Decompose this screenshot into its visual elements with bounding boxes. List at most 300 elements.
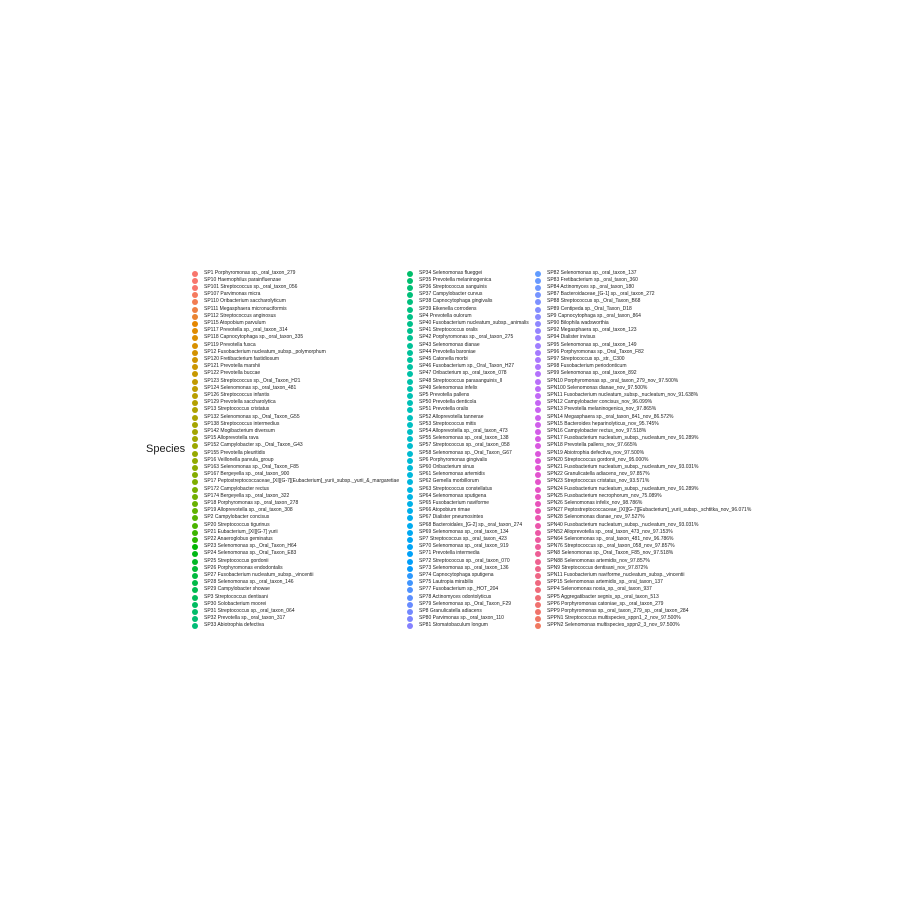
legend-label: SP101 Streptococcus sp._oral_taxon_056 xyxy=(204,283,298,290)
legend-label: SPPN1 Streptococcus multispecies_sppn1_2_nov_97.500% xyxy=(547,615,681,622)
legend-label: SP3 Streptococcus dentisani xyxy=(204,593,268,600)
legend-label: SP172 Campylobacter rectus xyxy=(204,485,270,492)
legend-label: SP15 Alloprevotella rava xyxy=(204,435,259,442)
legend-key-dot xyxy=(192,515,198,521)
legend-key-dot xyxy=(192,616,198,622)
legend-label: SP110 Oribacterium saccharolyticum xyxy=(204,298,286,305)
legend-label: SP16 Veillonella parvula_group xyxy=(204,456,274,463)
legend-key-dot xyxy=(407,465,413,471)
legend-key-dot xyxy=(192,393,198,399)
legend-key-dot xyxy=(192,494,198,500)
legend-key-dot xyxy=(192,451,198,457)
legend-key-dot xyxy=(407,537,413,543)
legend-key-dot xyxy=(192,602,198,608)
legend-key-dot xyxy=(407,307,413,313)
legend-key-dot xyxy=(192,465,198,471)
legend-label: SP87 Bacteroidaceae_[G-1] sp._oral_taxon_272 xyxy=(547,291,655,298)
legend-label: SP4 Prevotella oulorum xyxy=(419,312,472,319)
legend-key-dot xyxy=(192,285,198,291)
legend-label: SPPN2 Selenomonas multispecies_sppn2_3_nov_97.500% xyxy=(547,622,680,629)
legend-key-dot xyxy=(407,429,413,435)
legend-key-dot xyxy=(407,350,413,356)
legend-label: SPN16 Campylobacter rectus_nov_97.518% xyxy=(547,427,647,434)
legend-key-dot xyxy=(407,515,413,521)
legend-key-dot xyxy=(535,602,541,608)
legend-label: SP115 Atopobium parvulum xyxy=(204,319,266,326)
legend-key-dot xyxy=(535,422,541,428)
legend-key-dot xyxy=(192,415,198,421)
legend-key-dot xyxy=(535,307,541,313)
legend-label: SP80 Parvimonas sp._oral_taxon_110 xyxy=(419,615,504,622)
legend-label: SP79 Selenomonas sp._Oral_Taxon_F29 xyxy=(419,600,512,607)
legend-label: SPN24 Fusobacterium nucleatum_subsp._nucleatum_nov_91.289% xyxy=(547,485,699,492)
legend-key-dot xyxy=(535,508,541,514)
legend-label: SPN11 Fusobacterium naviforme_nucleatum_subsp._vincentii xyxy=(547,571,685,578)
legend-label: SP27 Fusobacterium nucleatum_subsp._vincentii xyxy=(204,571,314,578)
legend-key-dot xyxy=(535,523,541,529)
legend-label: SP9 Capnocytophaga sp._oral_taxon_864 xyxy=(547,312,641,319)
legend-label: SP8 Granulicatella adiacens xyxy=(419,607,482,614)
legend-label: SP42 Porphyromonas sp._oral_taxon_275 xyxy=(419,334,514,341)
legend-key-dot xyxy=(192,271,198,277)
legend-label: SPN23 Streptococcus cristatus_nov_93.571% xyxy=(547,478,650,485)
legend-key-dot xyxy=(535,587,541,593)
legend-label: SP13 Streptococcus cristatus xyxy=(204,406,270,413)
legend-label: SP47 Oribacterium sp._oral_taxon_078 xyxy=(419,370,507,377)
legend-key-dot xyxy=(535,479,541,485)
legend-label: SP124 Selenomonas sp._oral_taxon_481 xyxy=(204,384,297,391)
legend-key-dot xyxy=(535,530,541,536)
legend-label: SP69 Selenomonas sp._oral_taxon_134 xyxy=(419,528,509,535)
legend-label: SP57 Streptococcus sp._oral_taxon_058 xyxy=(419,442,510,449)
legend-key-dot xyxy=(407,422,413,428)
legend-key-dot xyxy=(407,443,413,449)
legend-key-dot xyxy=(192,487,198,493)
legend-label: SP77 Fusobacterium sp._HOT_204 xyxy=(419,586,499,593)
legend-key-dot xyxy=(407,292,413,298)
legend-label: SP44 Prevotella baroniae xyxy=(419,348,476,355)
legend-key-dot xyxy=(535,393,541,399)
legend-label: SP155 Prevotella pleuritidis xyxy=(204,449,266,456)
legend-key-dot xyxy=(407,566,413,572)
legend-key-dot xyxy=(192,530,198,536)
legend-key-dot xyxy=(192,400,198,406)
legend-key-dot xyxy=(192,328,198,334)
legend-label: SP68 Bacteroidales_[G-2] sp._oral_taxon_274 xyxy=(419,521,523,528)
legend-label: SP62 Gemella morbillorum xyxy=(419,478,479,485)
legend-label: SP26 Porphyromonas endodontalis xyxy=(204,564,283,571)
legend-label: SP66 Atopobium rimae xyxy=(419,507,471,514)
legend-label: SP174 Bergeyella sp._oral_taxon_322 xyxy=(204,492,290,499)
legend-label: SP92 Megasphaera sp._oral_taxon_123 xyxy=(547,327,637,334)
legend-key-dot xyxy=(192,580,198,586)
legend-key-dot xyxy=(407,343,413,349)
legend-label: SPN20 Streptococcus gordonii_nov_95.000% xyxy=(547,456,649,463)
legend-label: SP40 Fusobacterium nucleatum_subsp._animalis xyxy=(419,319,529,326)
legend-key-dot xyxy=(192,436,198,442)
legend-key-dot xyxy=(192,350,198,356)
legend-key-dot xyxy=(407,299,413,305)
legend-key-dot xyxy=(535,458,541,464)
legend-label: SP1 Porphyromonas sp._oral_taxon_279 xyxy=(204,269,296,276)
legend-label: SP33 Abiotrophia defectiva xyxy=(204,622,265,629)
legend-label: SP78 Actinomyces odontolyticus xyxy=(419,593,492,600)
legend-key-dot xyxy=(407,616,413,622)
legend-key-dot xyxy=(407,559,413,565)
legend-key-dot xyxy=(535,271,541,277)
legend-label: SPN14 Megasphaera sp._oral_taxon_841_nov_86.572% xyxy=(547,413,674,420)
legend-label: SP10 Haemophilus parainfluenzae xyxy=(204,276,281,283)
legend-key-dot xyxy=(535,559,541,565)
legend-label: SPP9 Porphyromonas sp._oral_taxon_279_sp._oral_taxon_284 xyxy=(547,607,689,614)
legend-label: SP21 Eubacterium_[XI][G-7] yurii xyxy=(204,528,278,535)
legend-key-dot xyxy=(407,472,413,478)
legend-title: Species xyxy=(146,443,186,455)
legend-label: SPN13 Prevotella melaninogenica_nov_97.865% xyxy=(547,406,657,413)
legend-label: SP84 Actinomyces sp._oral_taxon_180 xyxy=(547,283,634,290)
legend-key-dot xyxy=(192,537,198,543)
legend-label: SP83 Fretibacterium sp._oral_taxon_360 xyxy=(547,276,638,283)
legend-label: SP49 Selenomonas infelix xyxy=(419,384,478,391)
legend-label: SP121 Prevotella marshii xyxy=(204,363,261,370)
legend-label: SP64 Selenomonas sputigena xyxy=(419,492,487,499)
legend-label: SP24 Selenomonas sp._Oral_Taxon_E83 xyxy=(204,550,297,557)
legend-label: SP22 Anaeroglobus geminatus xyxy=(204,535,273,542)
legend-key-dot xyxy=(192,551,198,557)
legend-key-dot xyxy=(192,479,198,485)
legend-key-dot xyxy=(407,278,413,284)
legend-label: SP58 Selenomonas sp._Oral_Taxon_G67 xyxy=(419,449,512,456)
legend-key-dot xyxy=(192,292,198,298)
legend-label: SPN40 Fusobacterium nucleatum_subsp._nucleatum_nov_93.031% xyxy=(547,521,699,528)
legend-label: SP167 Bergeyella sp._oral_taxon_900 xyxy=(204,471,290,478)
legend-key-dot xyxy=(192,595,198,601)
legend-label: SPN12 Campylobacter concisus_nov_96.099% xyxy=(547,399,653,406)
legend-key-dot xyxy=(535,429,541,435)
legend-key-dot xyxy=(192,472,198,478)
legend-key-dot xyxy=(192,364,198,370)
legend-label: SP118 Capnocytophaga sp._oral_taxon_335 xyxy=(204,334,304,341)
legend-key-dot xyxy=(407,415,413,421)
legend-label: SP107 Parvimonas micra xyxy=(204,291,261,298)
legend-key-dot xyxy=(407,530,413,536)
legend-label: SP51 Prevotella oralis xyxy=(419,406,469,413)
legend-label: SPN64 Selenomonas sp._oral_taxon_481_nov_96.786% xyxy=(547,535,674,542)
legend-key-dot xyxy=(535,321,541,327)
legend-key-dot xyxy=(407,580,413,586)
legend-key-dot xyxy=(192,321,198,327)
legend-label: SP142 Mogibacterium diversum xyxy=(204,427,275,434)
legend-key-dot xyxy=(535,551,541,557)
legend-key-dot xyxy=(407,386,413,392)
legend-label: SPN17 Fusobacterium nucleatum_subsp._nucleatum_nov_91.289% xyxy=(547,435,699,442)
legend-label: SP88 Streptococcus sp._Oral_Taxon_B68 xyxy=(547,298,641,305)
legend-key-dot xyxy=(407,379,413,385)
legend-label: SP126 Streptococcus infantis xyxy=(204,391,270,398)
legend-key-dot xyxy=(407,479,413,485)
legend-key-dot xyxy=(535,379,541,385)
legend-key-dot xyxy=(407,328,413,334)
legend-key-dot xyxy=(407,623,413,629)
legend-label: SP65 Fusobacterium naviforme xyxy=(419,499,490,506)
legend-label: SPN28 Selenomonas dianae_nov_97.527% xyxy=(547,514,645,521)
legend-key-dot xyxy=(407,587,413,593)
legend-label: SP99 Selenomonas sp._oral_taxon_892 xyxy=(547,370,637,377)
legend-key-dot xyxy=(192,278,198,284)
legend-label: SP54 Alloprevotella sp._oral_taxon_473 xyxy=(419,427,508,434)
legend-key-dot xyxy=(192,544,198,550)
legend-key-dot xyxy=(535,609,541,615)
legend-label: SP63 Streptococcus constellatus xyxy=(419,485,493,492)
legend-label: SP25 Streptococcus gordonii xyxy=(204,557,269,564)
legend-key-dot xyxy=(192,429,198,435)
legend-key-dot xyxy=(535,386,541,392)
legend-key-dot xyxy=(535,616,541,622)
legend-key-dot xyxy=(407,357,413,363)
legend-label: SPN8 Selenomonas sp._Oral_Taxon_F85_nov_97.518% xyxy=(547,550,674,557)
legend-key-dot xyxy=(192,587,198,593)
legend-label: SPN10 Porphyromonas sp._oral_taxon_279_nov_97.500% xyxy=(547,377,679,384)
legend-label: SPN100 Selenomonas dianae_nov_97.500% xyxy=(547,384,648,391)
legend-label: SPN76 Streptococcus sp._oral_taxon_058_nov_97.857% xyxy=(547,543,675,550)
legend-key-dot xyxy=(192,523,198,529)
legend-label: SP122 Prevotella buccae xyxy=(204,370,261,377)
legend-key-dot xyxy=(535,292,541,298)
legend-label: SP74 Capnocytophaga sputigena xyxy=(419,571,494,578)
legend-label: SP29 Campylobacter showae xyxy=(204,586,270,593)
legend-key-dot xyxy=(535,487,541,493)
legend-label: SPN9 Streptococcus dentisani_nov_97.872% xyxy=(547,564,648,571)
legend-key-dot xyxy=(407,595,413,601)
legend-label: SP45 Catonella morbi xyxy=(419,355,468,362)
legend-key-dot xyxy=(192,422,198,428)
legend-label: SP36 Streptococcus sanguinis xyxy=(419,283,487,290)
legend-key-dot xyxy=(407,393,413,399)
legend-label: SP132 Selenomonas sp._Oral_Taxon_G55 xyxy=(204,413,300,420)
legend-key-dot xyxy=(535,350,541,356)
legend-key-dot xyxy=(192,407,198,413)
legend-label: SP94 Dialister invisus xyxy=(547,334,596,341)
legend-label: SP38 Capnocytophaga gingivalis xyxy=(419,298,493,305)
legend-label: SP43 Selenomonas dianae xyxy=(419,341,480,348)
legend-label: SP112 Streptococcus anginosus xyxy=(204,312,276,319)
legend-label: SP28 Selenomonas sp._oral_taxon_146 xyxy=(204,579,294,586)
legend-label: SP138 Streptococcus intermedius xyxy=(204,420,280,427)
legend-key-dot xyxy=(192,386,198,392)
legend-label: SP17 Peptostreptococcaceae_[XI][G-7][Eubacterium]_yurii_subsp._yurii_&_margaretiae xyxy=(204,478,400,485)
legend-label: SPP6 Porphyromonas catoniae_sp._oral_taxon_279 xyxy=(547,600,664,607)
legend-key-dot xyxy=(407,314,413,320)
legend-key-dot xyxy=(535,623,541,629)
legend-key-dot xyxy=(192,357,198,363)
legend-key-dot xyxy=(535,371,541,377)
legend-key-dot xyxy=(407,335,413,341)
legend-label: SP35 Prevotella melaninogenica xyxy=(419,276,492,283)
legend-key-dot xyxy=(192,559,198,565)
legend-label: SP2 Campylobacter concisus xyxy=(204,514,270,521)
legend-label: SP152 Campylobacter sp._Oral_Taxon_G43 xyxy=(204,442,303,449)
legend-key-dot xyxy=(407,573,413,579)
legend-key-dot xyxy=(535,501,541,507)
legend-label: SP90 Bilophila wadsworthia xyxy=(547,319,609,326)
legend-label: SP46 Fusobacterium sp._Oral_Taxon_H27 xyxy=(419,363,515,370)
legend-label: SPN27 Peptostreptococcaceae_[XI][G-7][Eubacterium]_yurii_subsp._schtitka_nov_96.071% xyxy=(547,507,752,514)
legend-label: SP39 Eikenella corrodens xyxy=(419,305,477,312)
legend-label: SP129 Prevotella saccharolytica xyxy=(204,399,276,406)
legend-key-dot xyxy=(407,451,413,457)
legend-key-dot xyxy=(535,400,541,406)
legend-key-dot xyxy=(535,328,541,334)
legend-label: SP37 Campylobacter curvus xyxy=(419,291,483,298)
legend-key-dot xyxy=(535,314,541,320)
legend-label: SPN15 Bacteroides heparinolyticus_nov_95.745% xyxy=(547,420,659,427)
legend-key-dot xyxy=(192,335,198,341)
legend-label: SP19 Alloprevotella sp._oral_taxon_308 xyxy=(204,507,293,514)
legend-label: SP72 Streptococcus sp._oral_taxon_070 xyxy=(419,557,510,564)
legend-key-dot xyxy=(192,307,198,313)
legend-label: SPP4 Selenomonas noxia_sp._oral_taxon_937 xyxy=(547,586,652,593)
legend-key-dot xyxy=(192,609,198,615)
legend-label: SP61 Selenomonas artemidis xyxy=(419,471,485,478)
legend-label: SP48 Streptococcus parasanguinis_II xyxy=(419,377,503,384)
legend-label: SP163 Selenomonas sp._Oral_Taxon_F85 xyxy=(204,463,299,470)
legend-key-dot xyxy=(407,523,413,529)
legend-label: SPN25 Fusobacterium necrophorum_nov_75.089% xyxy=(547,492,662,499)
legend-label: SPN18 Prevotella pallens_nov_97.665% xyxy=(547,442,638,449)
legend-key-dot xyxy=(192,573,198,579)
legend-key-dot xyxy=(535,343,541,349)
legend-label: SP73 Selenomonas sp._oral_taxon_136 xyxy=(419,564,509,571)
legend-label: SPP5 Aggregatibacter segnis_sp._oral_taxon_513 xyxy=(547,593,659,600)
legend-key-dot xyxy=(192,458,198,464)
legend-key-dot xyxy=(407,371,413,377)
legend-label: SP71 Prevotella intermedia xyxy=(419,550,480,557)
legend-key-dot xyxy=(407,551,413,557)
legend-key-dot xyxy=(535,465,541,471)
legend-label: SP53 Streptococcus mitis xyxy=(419,420,476,427)
legend-label: SP18 Porphyromonas sp._oral_taxon_278 xyxy=(204,499,299,506)
legend-key-dot xyxy=(407,271,413,277)
legend-label: SP81 Stomatobaculum longum xyxy=(419,622,488,629)
legend-key-dot xyxy=(535,573,541,579)
legend-label: SP97 Streptococcus sp._str._C300 xyxy=(547,355,625,362)
legend-key-dot xyxy=(535,415,541,421)
legend-label: SP119 Prevotella fusca xyxy=(204,341,256,348)
legend-label: SP89 Centipeda sp._Oral_Taxon_D18 xyxy=(547,305,632,312)
legend-key-dot xyxy=(407,508,413,514)
legend-label: SP41 Streptococcus oralis xyxy=(419,327,478,334)
legend-key-dot xyxy=(535,580,541,586)
legend-key-dot xyxy=(535,335,541,341)
legend-key-dot xyxy=(192,566,198,572)
legend-key-dot xyxy=(535,566,541,572)
legend-key-dot xyxy=(535,472,541,478)
legend-label: SP111 Megasphaera micronuciformis xyxy=(204,305,287,312)
legend-key-dot xyxy=(535,515,541,521)
legend-label: SP117 Prevotella sp._oral_taxon_314 xyxy=(204,327,288,334)
legend-label: SP12 Fusobacterium nucleatum_subsp._polymorphum xyxy=(204,348,326,355)
legend-label: SP7 Streptococcus sp._oral_taxon_423 xyxy=(419,535,507,542)
legend-key-dot xyxy=(535,595,541,601)
legend-label: SP30 Solobacterium moorei xyxy=(204,600,267,607)
legend-key-dot xyxy=(535,299,541,305)
legend-key-dot xyxy=(535,285,541,291)
legend-key-dot xyxy=(407,501,413,507)
legend-label: SP52 Alloprevotella tannerae xyxy=(419,413,484,420)
legend-label: SPN88 Selenomonas artemidis_nov_97.857% xyxy=(547,557,650,564)
legend-label: SP95 Selenomonas sp._oral_taxon_149 xyxy=(547,341,637,348)
legend-label: SP32 Prevotella sp._oral_taxon_317 xyxy=(204,615,286,622)
legend-key-dot xyxy=(407,609,413,615)
legend-key-dot xyxy=(535,451,541,457)
legend-label: SP67 Dialister pneumosintes xyxy=(419,514,484,521)
legend-label: SP5 Prevotella pallens xyxy=(419,391,470,398)
legend-key-dot xyxy=(407,458,413,464)
legend-key-dot xyxy=(192,371,198,377)
legend-key-dot xyxy=(407,487,413,493)
legend-key-dot xyxy=(192,623,198,629)
legend-key-dot xyxy=(535,544,541,550)
legend-key-dot xyxy=(535,357,541,363)
legend-key-dot xyxy=(535,443,541,449)
legend-label: SP20 Streptococcus tigurinus xyxy=(204,521,270,528)
legend-key-dot xyxy=(407,494,413,500)
legend-key-dot xyxy=(407,285,413,291)
legend-label: SP31 Streptococcus sp._oral_taxon_064 xyxy=(204,607,295,614)
legend-key-dot xyxy=(192,501,198,507)
legend-key-dot xyxy=(407,436,413,442)
legend-label: SP98 Fusobacterium periodonticum xyxy=(547,363,627,370)
legend-label: SP75 Lautropia mirabilis xyxy=(419,579,474,586)
legend-label: SP23 Selenomonas sp._Oral_Taxon_H64 xyxy=(204,543,297,550)
legend-label: SP123 Streptococcus sp._Oral_Taxon_H21 xyxy=(204,377,301,384)
legend-key-dot xyxy=(535,364,541,370)
legend-label: SP6 Porphyromonas gingivalis xyxy=(419,456,488,463)
legend-key-dot xyxy=(535,407,541,413)
legend-key-dot xyxy=(192,314,198,320)
legend-key-dot xyxy=(407,400,413,406)
legend-label: SP70 Selenomonas sp._oral_taxon_919 xyxy=(419,543,509,550)
legend-key-dot xyxy=(192,508,198,514)
legend-label: SP120 Fretibacterium fastidiosum xyxy=(204,355,280,362)
legend-label: SPN21 Fusobacterium nucleatum_subsp._nucleatum_nov_93.031% xyxy=(547,463,699,470)
legend-key-dot xyxy=(535,494,541,500)
legend-key-dot xyxy=(192,379,198,385)
legend-label: SPN52 Alloprevotella sp._oral_taxon_473_nov_97.153% xyxy=(547,528,673,535)
legend-label: SP60 Oribacterium sinus xyxy=(419,463,475,470)
legend-label: SP82 Selenomonas sp._oral_taxon_137 xyxy=(547,269,637,276)
legend-label: SPN19 Abiotrophia defectiva_nov_97.500% xyxy=(547,449,645,456)
legend-label: SP96 Porphyromonas sp._Oral_Taxon_F82 xyxy=(547,348,644,355)
legend-key-dot xyxy=(535,278,541,284)
legend-key-dot xyxy=(407,602,413,608)
legend-label: SPN22 Granulicatella adiacens_nov_97.857% xyxy=(547,471,650,478)
legend-label: SP55 Selenomonas sp._oral_taxon_138 xyxy=(419,435,509,442)
legend-label: SPP15 Selenomonas artemidis_sp._oral_taxon_137 xyxy=(547,579,663,586)
legend-key-dot xyxy=(407,407,413,413)
legend-key-dot xyxy=(192,343,198,349)
legend-key-dot xyxy=(192,443,198,449)
legend-label: SPN11 Fusobacterium nucleatum_subsp._nucleatum_nov_91.638% xyxy=(547,391,699,398)
legend-key-dot xyxy=(535,436,541,442)
legend-label: SP34 Selenomonas flueggei xyxy=(419,269,483,276)
legend-key-dot xyxy=(407,321,413,327)
legend-label: SP50 Prevotella denticola xyxy=(419,399,477,406)
legend-label: SPN26 Selenomonas infelix_nov_98.786% xyxy=(547,499,643,506)
legend-key-dot xyxy=(535,537,541,543)
legend-key-dot xyxy=(192,299,198,305)
legend-key-dot xyxy=(407,544,413,550)
